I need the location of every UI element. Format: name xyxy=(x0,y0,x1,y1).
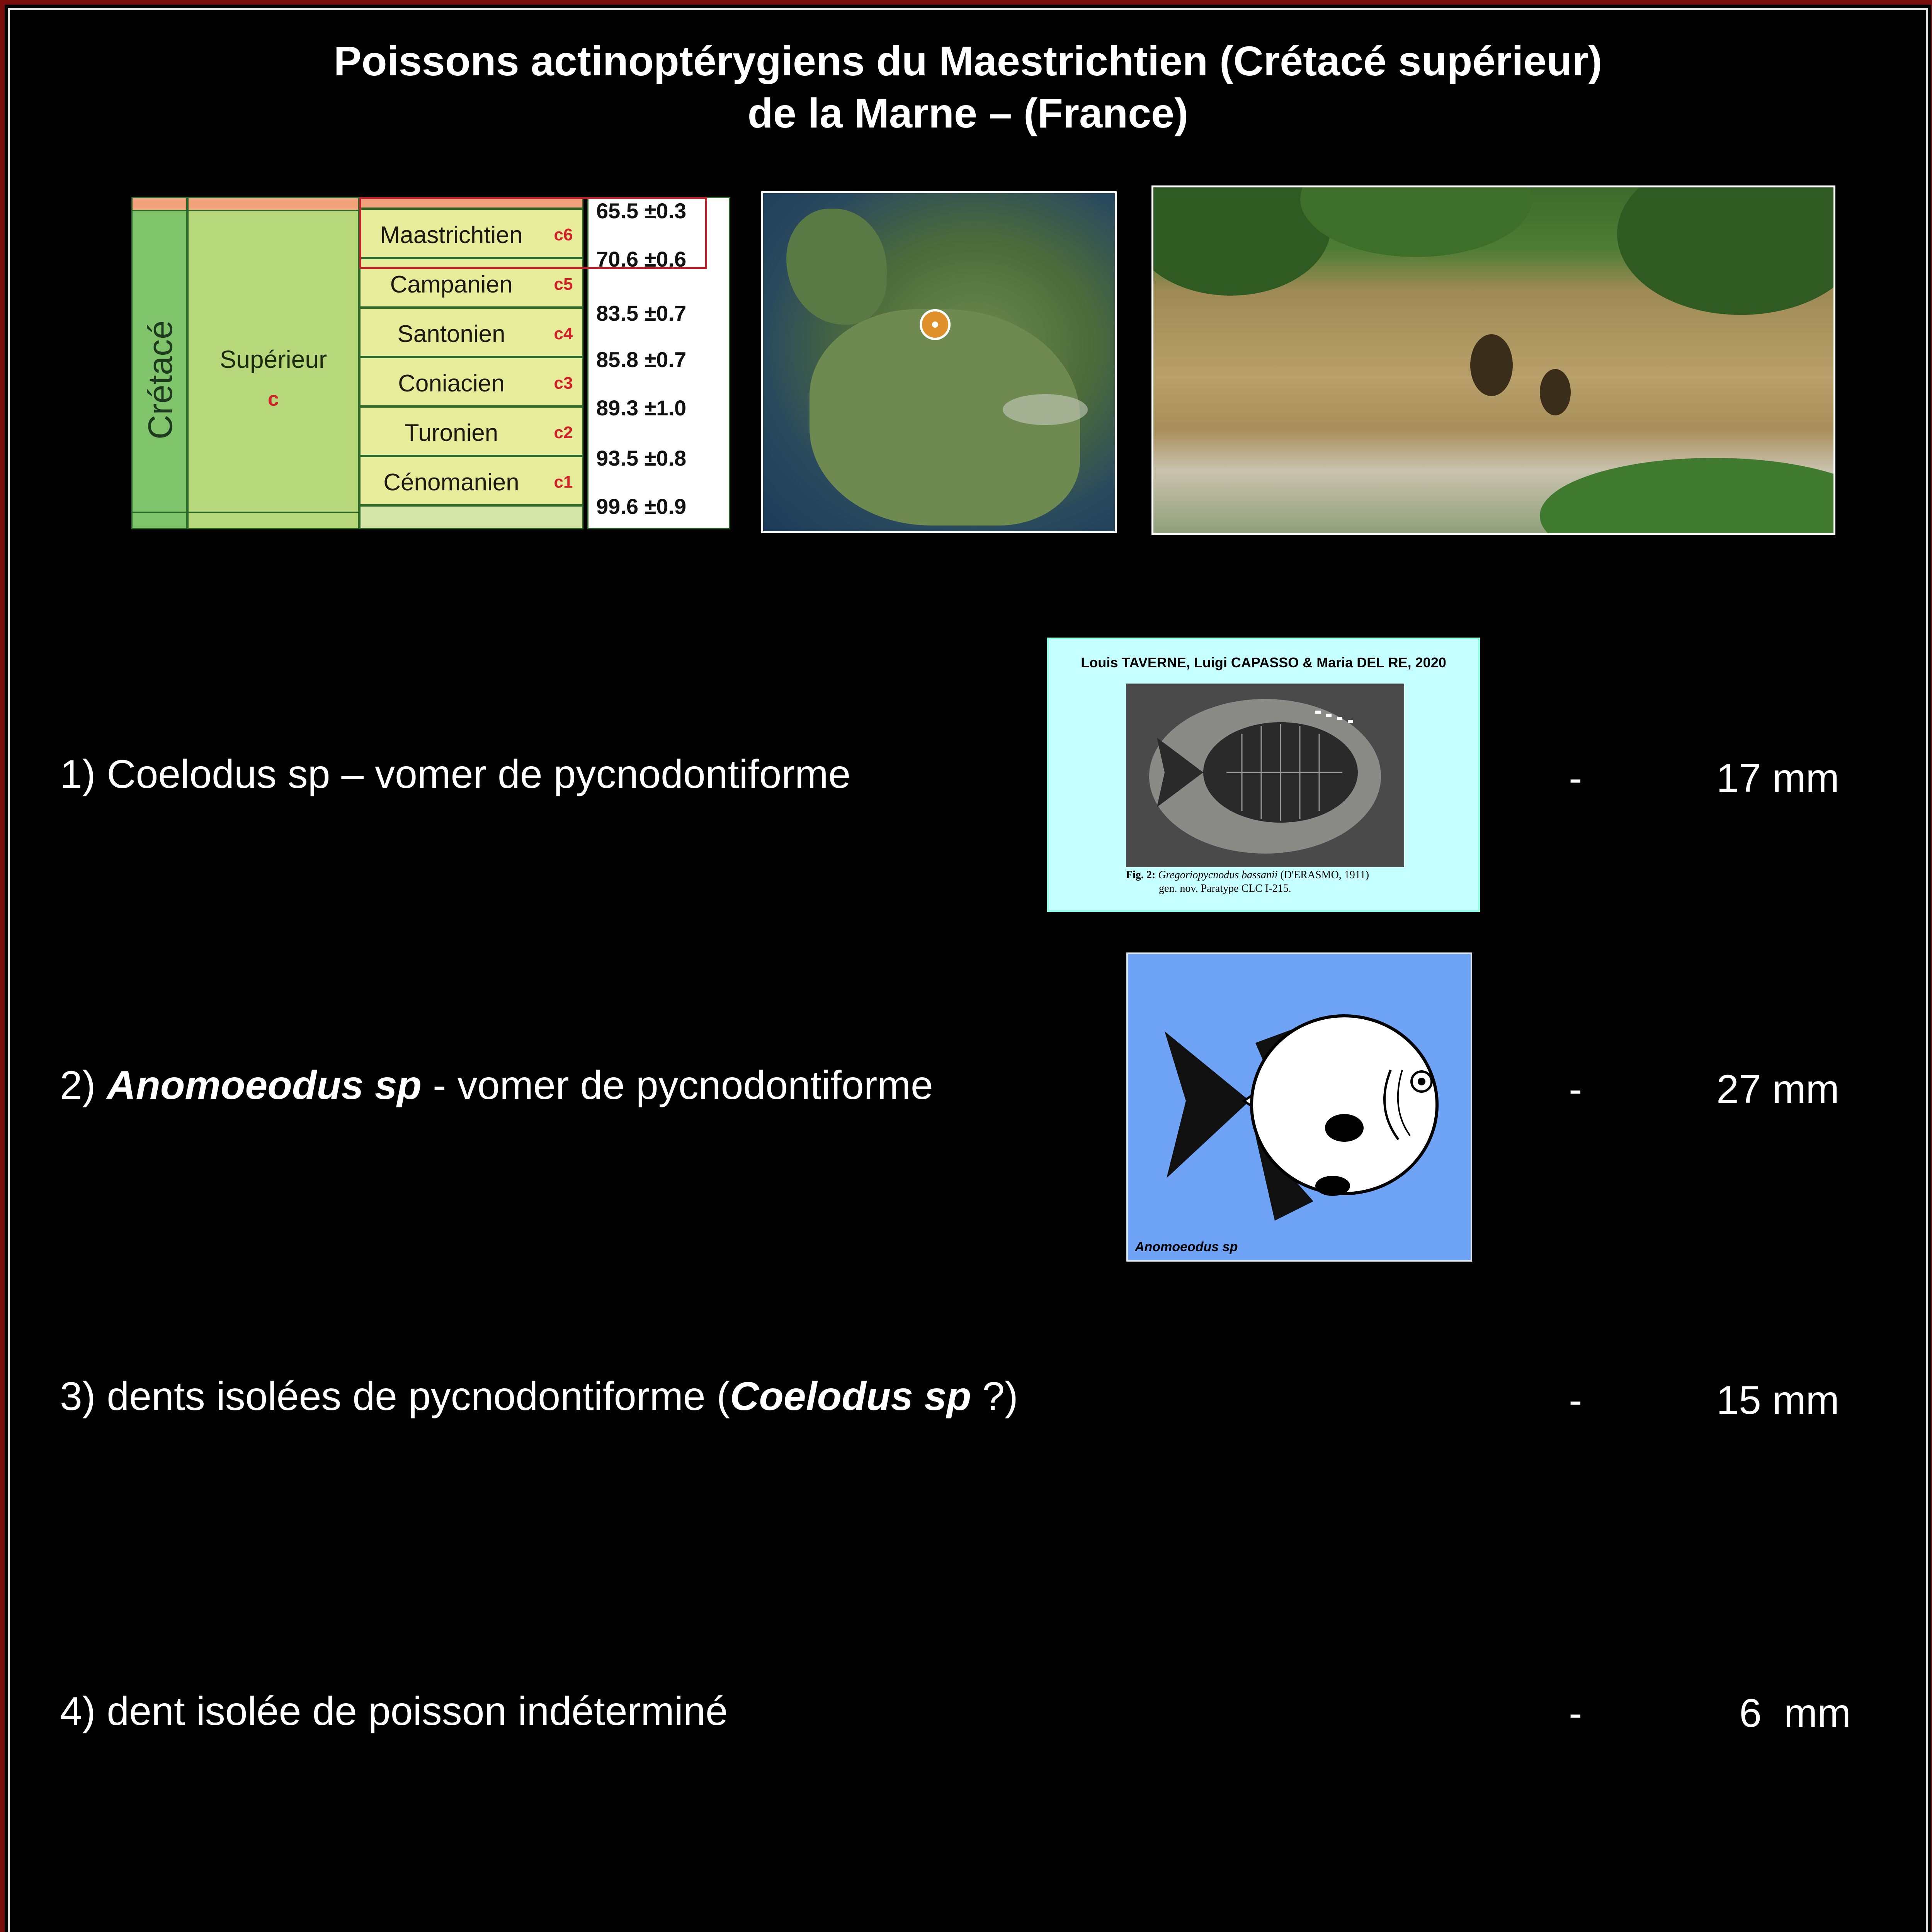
stage-code: c3 xyxy=(554,374,573,393)
age-value: 70.6 ±0.6 xyxy=(596,247,687,271)
stage-name: Campanien xyxy=(390,271,513,298)
item-label: 1) Coelodus sp – vomer de pycnodontiforme xyxy=(60,752,851,797)
age-value: 89.3 ±1.0 xyxy=(596,396,687,420)
reference-caption: Anomoeodus sp xyxy=(1135,1240,1238,1254)
maastrichtian-highlight xyxy=(359,197,707,269)
stage-name: Coniacien xyxy=(398,370,505,397)
item-size: 6 mm xyxy=(1739,1691,1851,1736)
item-dash: - xyxy=(1569,756,1582,801)
item-dash: - xyxy=(1569,1378,1582,1423)
reference-figure-anomoeodus xyxy=(1126,952,1472,1262)
title-line-2: de la Marne – (France) xyxy=(747,90,1189,136)
age-value: 83.5 ±0.7 xyxy=(596,301,687,325)
stage-name: Cénomanien xyxy=(383,469,519,496)
stage-row xyxy=(359,456,583,505)
item-size: 15 mm xyxy=(1716,1378,1839,1423)
age-value: 93.5 ±0.8 xyxy=(596,446,687,470)
location-marker-icon xyxy=(920,309,951,340)
item-label: 4) dent isolée de poisson indéterminé xyxy=(60,1689,728,1734)
stage-code: c6 xyxy=(554,225,573,244)
stage-row xyxy=(359,406,583,456)
anomoeodus-drawing xyxy=(1128,954,1472,1262)
age-value: 65.5 ±0.3 xyxy=(596,199,687,223)
age-value: 99.6 ±0.9 xyxy=(596,494,687,519)
era-column xyxy=(131,197,187,529)
outcrop-photo xyxy=(1151,185,1835,535)
stage-code: c1 xyxy=(554,473,573,492)
item-dash: - xyxy=(1569,1067,1582,1112)
era-label: Crétacé xyxy=(141,320,179,440)
item-label: 2) Anomoeodus sp - vomer de pycnodontiforme xyxy=(60,1063,933,1108)
reference-header: Louis TAVERNE, Luigi CAPASSO & Maria DEL RE, 2020 xyxy=(1081,655,1446,670)
stage-row xyxy=(359,357,583,406)
stage-code: c2 xyxy=(554,423,573,442)
location-map xyxy=(761,191,1117,533)
epoch-label: Supérieur xyxy=(219,345,327,373)
epoch-column xyxy=(187,197,359,529)
stage-code: c5 xyxy=(554,275,573,294)
item-size: 17 mm xyxy=(1716,756,1839,801)
stage-name: Maastrichtien xyxy=(380,222,523,248)
item-size: 27 mm xyxy=(1716,1067,1839,1112)
reference-caption-line-1: Fig. 2: Gregoriopycnodus bassanii (D'ERASMO, 1911) xyxy=(1126,869,1369,881)
title-line-1: Poissons actinoptérygiens du Maestrichtien (Crétacé supérieur) xyxy=(333,37,1602,84)
fossil-fish-photo xyxy=(1126,684,1404,867)
age-value: 85.8 ±0.7 xyxy=(596,347,687,372)
reference-caption-line-2: gen. nov. Paratype CLC I-215. xyxy=(1159,883,1291,895)
stage-name: Turonien xyxy=(404,420,498,446)
stratigraphic-chart xyxy=(131,197,730,529)
stage-code: c4 xyxy=(554,324,573,343)
item-label: 3) dents isolées de pycnodontiforme (Coelodus sp ?) xyxy=(60,1374,1018,1419)
stage-name: Santonien xyxy=(397,321,505,347)
reference-figure-taverne xyxy=(1047,638,1480,912)
stage-row xyxy=(359,308,583,357)
epoch-code: c xyxy=(268,388,279,410)
item-dash: - xyxy=(1569,1691,1582,1736)
